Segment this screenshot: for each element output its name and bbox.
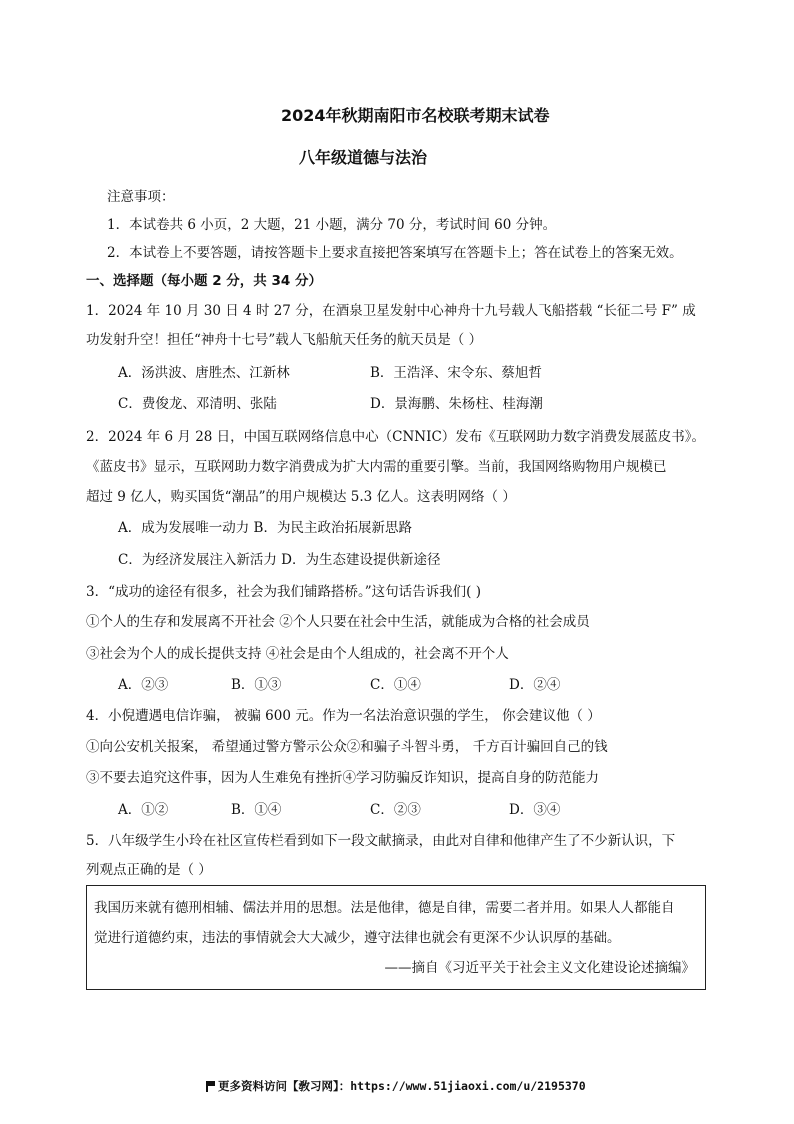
question-1-option-b: B．王浩泽、宋令东、蔡旭哲	[370, 365, 542, 381]
question-4-statements-line-1: ①向公安机关报案， 希望通过警方警示公众②和骗子斗智斗勇， 千方百计骗回自己的钱	[86, 739, 608, 755]
question-5-stem-line-1: 5．八年级学生小玲在社区宣传栏看到如下一段文献摘录，由此对自律和他律产生了不少新认识，下	[86, 833, 676, 849]
question-1-stem-line-1: 1．2024 年 10 月 30 日 4 时 27 分，在酒泉卫星发射中心神舟十九号载人飞船搭载 “长征二号 F” 成	[86, 303, 696, 319]
question-4-option-d: D．③④	[509, 802, 561, 818]
question-4-statements-line-2: ③不要去追究这件事，因为人生难免有挫折④学习防骗反诈知识，提高自身的防范能力	[86, 770, 599, 786]
quote-line-2: 觉进行道德约束，违法的事情就会大大减少，遵守法律也就会有更深不少认识厚的基础。	[94, 930, 621, 946]
question-4-option-c: C．②③	[370, 802, 421, 818]
question-2-options-line-1: A．成为发展唯一动力 B．为民主政治拓展新思路	[118, 520, 412, 536]
exam-title: 2024年秋期南阳市名校联考期末试卷	[281, 106, 550, 125]
notice-heading: 注意事项：	[107, 189, 175, 205]
question-3-option-c: C．①④	[370, 677, 421, 693]
question-1-stem-line-2: 功发射升空！担任“神舟十七号”载人飞船航天任务的航天员是（ ）	[86, 332, 483, 348]
notice-item-2: 2．本试卷上不要答题，请按答题卡上要求直接把答案填写在答题卡上；答在试卷上的答案无效。	[107, 245, 683, 261]
footer-text[interactable]: 更多资料访问【敎习网】：https://www.51jiaoxi.com/u/2195370	[218, 1079, 586, 1093]
question-4-option-a: A．①②	[118, 802, 169, 818]
exam-subject: 八年级道德与法治	[299, 148, 428, 167]
footer-link[interactable]	[205, 1078, 586, 1094]
question-3-option-a: A．②③	[118, 677, 169, 693]
question-1-option-c: C．费俊龙、邓清明、张陆	[118, 396, 277, 412]
question-2-stem-line-2: 《蓝皮书》显示，互联网助力数字消费成为扩大内需的重要引擎。当前，我国网络购物用户规模已	[86, 459, 667, 475]
question-2-stem-line-3: 超过 9 亿人，购买国货“潮品”的用户规模达 5.3 亿人。这表明网络（ ）	[86, 489, 516, 505]
question-4-option-b: B．①④	[231, 802, 282, 818]
flag-icon	[205, 1081, 215, 1091]
question-1-option-d: D．景海鹏、朱杨柱、桂海潮	[370, 396, 543, 412]
question-3-stem: 3．“成功的途径有很多，社会为我们铺路搭桥。”这句话告诉我们( )	[86, 584, 481, 600]
question-3-statements-line-1: ①个人的生存和发展离不开社会 ②个人只要在社会中生活，就能成为合格的社会成员	[86, 614, 590, 630]
question-4-stem: 4．小倪遭遇电信诈骗， 被骗 600 元。作为一名法治意识强的学生， 你会建议他（ ）	[86, 708, 601, 724]
quote-box	[86, 885, 706, 990]
quote-source: ——摘自《习近平关于社会主义文化建设论述摘编》	[384, 960, 695, 976]
question-5-stem-line-2: 列观点正确的是（ ）	[86, 862, 212, 878]
question-2-stem-line-1: 2．2024 年 6 月 28 日，中国互联网络信息中心（CNNIC）发布《互联网助力数字消费发展蓝皮书》。	[86, 429, 706, 445]
question-3-statements-line-2: ③社会为个人的成长提供支持 ④社会是由个人组成的，社会离不开个人	[86, 646, 509, 662]
quote-line-1: 我国历来就有德刑相辅、儒法并用的思想。法是他律，德是自律，需要二者并用。如果人人都能自	[94, 900, 675, 916]
question-1-option-a: A．汤洪波、唐胜杰、江新林	[118, 365, 290, 381]
question-3-option-b: B．①③	[231, 677, 282, 693]
notice-item-1: 1．本试卷共 6 小页，2 大题，21 小题，满分 70 分，考试时间 60 分钟。	[107, 217, 557, 233]
question-2-options-line-2: C．为经济发展注入新活力 D．为生态建设提供新途径	[118, 552, 441, 568]
question-3-option-d: D．②④	[509, 677, 561, 693]
section-heading: 一、选择题（每小题 2 分，共 34 分）	[86, 273, 322, 289]
